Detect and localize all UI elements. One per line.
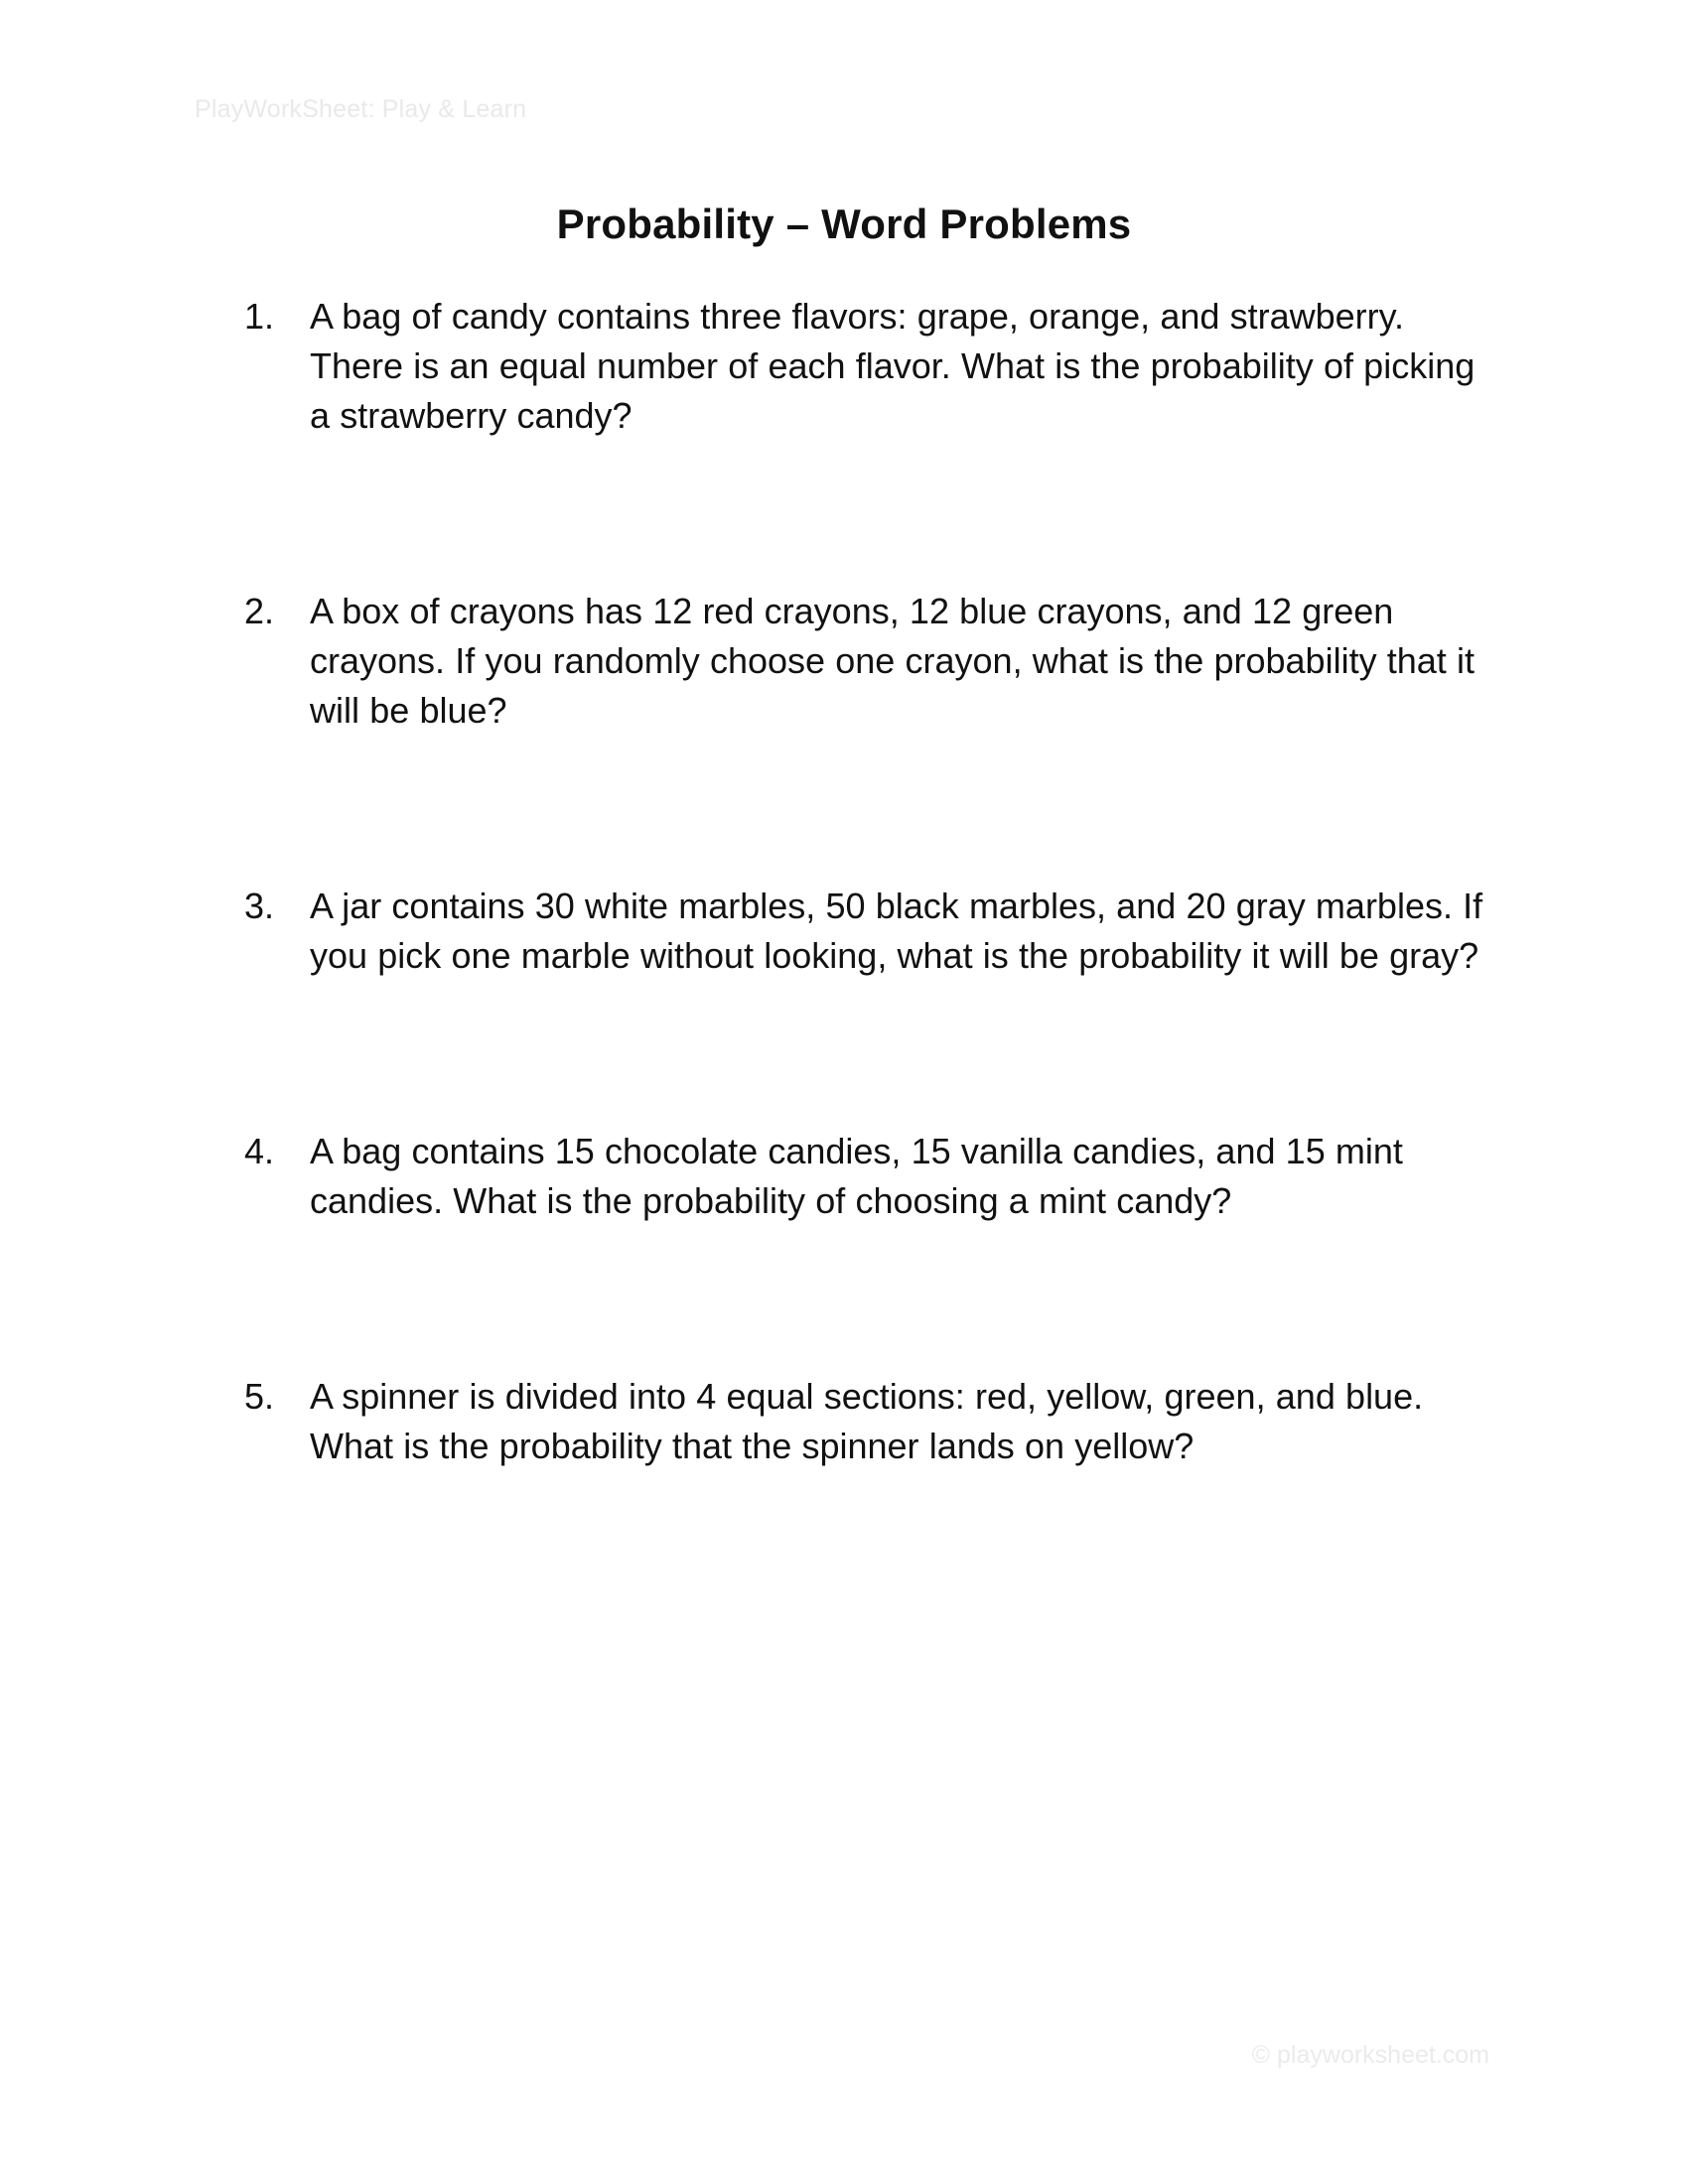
question-item	[244, 587, 1525, 736]
question-text: A bag of candy contains three flavors: grape, orange, and strawberry. There is an equal number of each flavor. What is the probability of picking a strawberry candy?	[310, 296, 1476, 436]
question-number: 5.	[244, 1376, 275, 1417]
question-number: 2.	[244, 591, 275, 631]
question-text: A bag contains 15 chocolate candies, 15 vanilla candies, and 15 mint candies. What is the probability of choosing a mint candy?	[310, 1131, 1403, 1221]
question-text: A box of crayons has 12 red crayons, 12 blue crayons, and 12 green crayons. If you randomly choose one crayon, what is the probability that it will be blue?	[310, 591, 1476, 731]
footer-copyright: © playworksheet.com	[1251, 2041, 1489, 2069]
question-text: A spinner is divided into 4 equal sections: red, yellow, green, and blue. What is the probability that the spinner lands on yellow?	[310, 1376, 1424, 1466]
question-item	[244, 1127, 1525, 1226]
question-item	[244, 1372, 1525, 1471]
page-title: Probability – Word Problems	[556, 201, 1132, 248]
question-text: A jar contains 30 white marbles, 50 black marbles, and 20 gray marbles. If you pick one marble without looking, what is the probability it will be gray?	[310, 886, 1483, 976]
brand-watermark-header: PlayWorkSheet: Play & Learn	[195, 95, 527, 123]
question-number: 1.	[244, 296, 275, 337]
question-number: 3.	[244, 886, 275, 926]
question-number: 4.	[244, 1131, 275, 1171]
question-item	[244, 292, 1525, 441]
question-item	[244, 882, 1525, 981]
question-list	[205, 292, 1525, 1471]
